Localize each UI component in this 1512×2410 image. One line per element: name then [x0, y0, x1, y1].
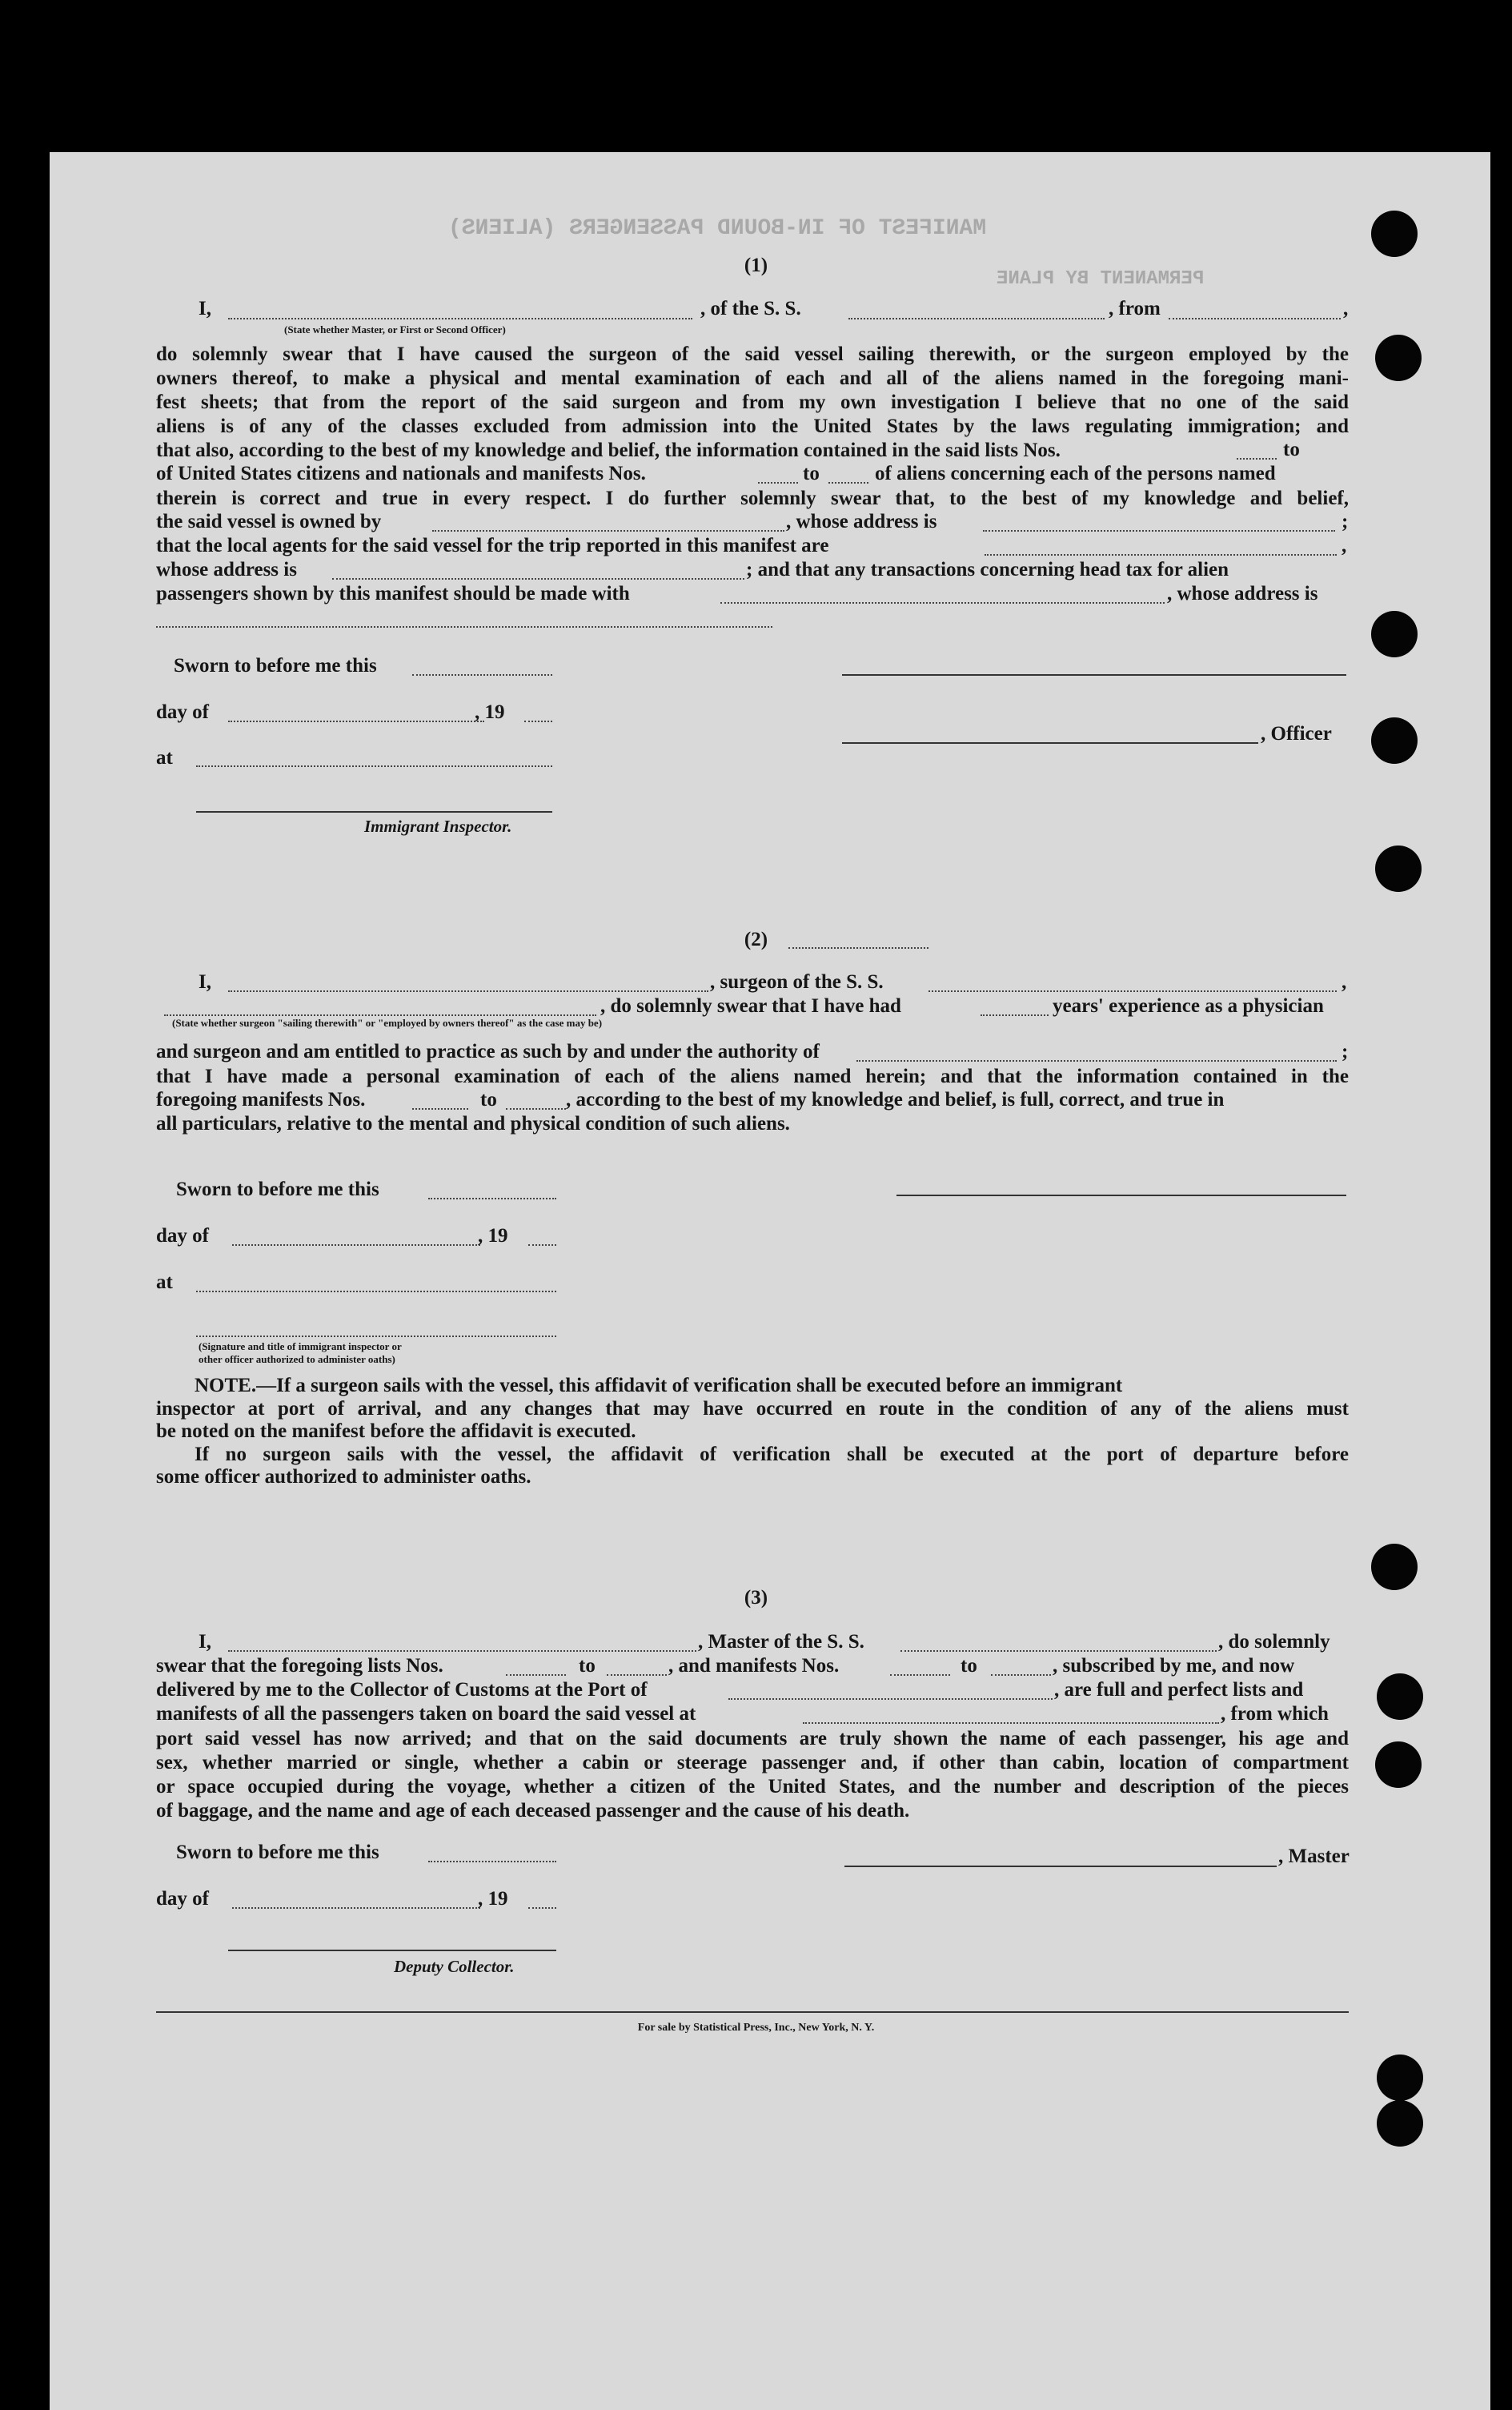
master-name-field[interactable] [228, 1650, 696, 1652]
agents-label: that the local agents for the said vessel for the trip reported in this manifest are [156, 535, 829, 556]
line-end-comma: , [1343, 298, 1349, 319]
year-field[interactable] [524, 721, 552, 722]
deputy-caption: Deputy Collector. [394, 1957, 515, 1976]
oath-i: I, [199, 298, 211, 319]
lists-from-field[interactable] [1237, 458, 1277, 460]
note-line [156, 1374, 1349, 1398]
authority-field[interactable] [856, 1060, 1337, 1062]
departure-port-field[interactable] [1169, 318, 1341, 319]
port-field[interactable] [728, 1698, 1053, 1700]
note-label: NOTE. [195, 1375, 257, 1396]
inspector-signature-line[interactable] [196, 811, 552, 813]
surgeon-manifests-from-field[interactable] [412, 1108, 468, 1110]
section-1-body-line: do solemnly swear that I have caused the surgeon of the said vessel sailing therewith, or the surgeon employed by the [156, 343, 1349, 365]
owned-by-label: the said vessel is owned by [156, 511, 382, 532]
bleed-through-header: MANIFEST OF IN-BOUND PASSENGERS (ALIENS) [448, 216, 987, 241]
punch-hole [1377, 2055, 1423, 2101]
year-label: , 19 [478, 1225, 508, 1247]
signature-caption-1: (Signature and title of immigrant inspector or [199, 1340, 402, 1352]
punch-hole [1371, 1544, 1418, 1590]
officer-name-field[interactable] [228, 318, 692, 319]
year-label: , 19 [475, 701, 505, 723]
day-of-field[interactable] [232, 1907, 480, 1909]
master-lists-from-field[interactable] [506, 1674, 566, 1676]
sworn-date-field[interactable] [428, 1198, 556, 1199]
to-label: to [480, 1089, 497, 1111]
full-perfect-text: , are full and perfect lists and [1054, 1679, 1304, 1701]
from-label: , from [1109, 298, 1161, 319]
section-3-body-line: port said vessel has now arrived; and that on the said documents are truly shown the name of each passenger, his age and [156, 1728, 1349, 1749]
punch-hole [1371, 611, 1418, 657]
manifests-text: of United States citizens and nationals and manifests Nos. [156, 463, 646, 484]
manifests-from-field[interactable] [758, 482, 798, 484]
head-tax-party-field[interactable] [720, 602, 1165, 604]
of-the-ss-label: , of the S. S. [700, 298, 801, 319]
master-manifests-from-field[interactable] [890, 1674, 950, 1676]
surgeon-of-label: , surgeon of the S. S. [710, 971, 884, 993]
to-label: to [803, 463, 820, 484]
section-3-body-line: or space occupied during the voyage, whether a citizen of the United States, and the number and description of the pieces [156, 1776, 1349, 1797]
swear-lists-text: swear that the foregoing lists Nos. [156, 1655, 443, 1677]
year-label: , 19 [478, 1888, 508, 1910]
note-line: inspector at port of arrival, and any changes that may have occurred en route in the condition of any of the aliens must [156, 1398, 1349, 1420]
section-1-body-line [156, 439, 1349, 463]
section-1-body-line: fest sheets; that from the report of the said surgeon and from my own investigation I believe that no one of the said [156, 392, 1349, 413]
head-tax-text: ; and that any transactions concerning head tax for alien [746, 559, 1229, 580]
surgeon-name-field[interactable] [228, 990, 708, 992]
entitled-text: and surgeon and am entitled to practice as such by and under the authority of [156, 1041, 820, 1062]
section-1-body-line: owners thereof, to make a physical and mental examination of each and all of the aliens named in the foregoing mani- [156, 368, 1349, 389]
inspector-signature-line[interactable] [196, 1336, 556, 1337]
sworn-label: Sworn to before me this [176, 1842, 379, 1863]
master-label: , Master [1278, 1846, 1350, 1867]
note-line: If no surgeon sails with the vessel, the affidavit of verification shall be executed at the port of departure before [195, 1444, 1349, 1465]
semicolon: ; [1342, 1041, 1349, 1062]
master-manifests-to-field[interactable] [991, 1674, 1051, 1676]
punch-hole [1377, 2100, 1423, 2147]
surgeon-signature-line[interactable] [896, 1195, 1346, 1196]
owner-address-field[interactable] [983, 530, 1335, 532]
at-label: at [156, 1271, 173, 1293]
years-text: years' experience as a physician [1053, 995, 1324, 1017]
signature-caption-2: other officer authorized to administer oaths) [199, 1353, 395, 1365]
officer-title-line[interactable] [842, 742, 1258, 744]
owner-field[interactable] [432, 530, 784, 532]
officer-signature-line[interactable] [842, 674, 1346, 676]
surgeon-manifests-to-field[interactable] [506, 1108, 566, 1110]
vessel-name-field[interactable] [848, 318, 1105, 319]
year-field[interactable] [528, 1244, 556, 1246]
surgeon-caption: (State whether surgeon "sailing therewith" or "employed by owners thereof" as the case may be) [172, 1017, 603, 1029]
punch-hole [1375, 846, 1422, 892]
oath-i: I, [199, 1631, 211, 1653]
punch-hole [1371, 211, 1418, 257]
sworn-label: Sworn to before me this [174, 655, 377, 677]
to-label: to [579, 1655, 596, 1677]
agents-field[interactable] [985, 554, 1337, 556]
day-of-label: day of [156, 701, 209, 723]
day-of-field[interactable] [232, 1244, 480, 1246]
bleed-through-subheader: PERMANENT BY PLANE [997, 268, 1205, 290]
whose-address-label: , whose address is [1167, 583, 1318, 605]
particulars-text: all particulars, relative to the mental and physical condition of such aliens. [156, 1113, 790, 1135]
year-field[interactable] [528, 1907, 556, 1909]
footer-rule [156, 2011, 1349, 2013]
day-of-label: day of [156, 1225, 209, 1247]
swear-text: , do solemnly swear that I have had [600, 995, 901, 1017]
oath-i: I, [199, 971, 211, 993]
master-of-label: , Master of the S. S. [698, 1631, 864, 1653]
whose-address-label: whose address is [156, 559, 297, 580]
officer-label: , Officer [1261, 723, 1332, 745]
at-field[interactable] [196, 1291, 556, 1292]
section-1-body-line: aliens is of any of the classes excluded from admission into the United States by the laws regulating immigration; and [156, 416, 1349, 437]
section-2-body-line: that I have made a personal examination of each of the aliens named herein; and that the information contained in the [156, 1066, 1349, 1087]
master-lists-to-field[interactable] [607, 1674, 667, 1676]
officer-caption: (State whether Master, or First or Second Officer) [284, 323, 506, 335]
belief-text: , according to the best of my knowledge and belief, is full, correct, and true in [566, 1089, 1225, 1111]
note-text: —If a surgeon sails with the vessel, this affidavit of verification shall be executed before an immigrant [256, 1375, 1123, 1396]
at-label: at [156, 747, 173, 769]
sworn-date-field[interactable] [428, 1861, 556, 1862]
inspector-caption: Immigrant Inspector. [364, 817, 512, 836]
surgeon-vessel-field[interactable] [928, 990, 1337, 992]
from-which-text: , from which [1221, 1703, 1329, 1725]
and-manifests-text: , and manifests Nos. [668, 1655, 840, 1677]
note-line: be noted on the manifest before the affidavit is executed. [156, 1420, 636, 1442]
years-field[interactable] [981, 1014, 1049, 1016]
section-1-body-line: therein is correct and true in every respect. I do further solemnly swear that, to the best of my knowledge and belief, [156, 488, 1349, 509]
punch-hole [1377, 1673, 1423, 1720]
agents-address-field[interactable] [332, 578, 744, 580]
master-signature-line[interactable] [844, 1866, 1277, 1867]
decorative-dots [788, 947, 928, 949]
section-3-body-line: of baggage, and the name and age of each deceased passenger and the cause of his death. [156, 1800, 910, 1822]
embarkation-port-field[interactable] [803, 1722, 1219, 1724]
line-end-comma: , [1342, 971, 1347, 993]
foregoing-text: foregoing manifests Nos. [156, 1089, 366, 1111]
sworn-date-field[interactable] [412, 674, 552, 676]
sworn-label: Sworn to before me this [176, 1179, 379, 1200]
section-3-body-line: sex, whether married or single, whether a cabin or steerage passenger and, if other than cabin, location of compartment [156, 1752, 1349, 1773]
do-solemnly-text: , do solemnly [1218, 1631, 1330, 1653]
printer-imprint: For sale by Statistical Press, Inc., New York, N. Y. [637, 2022, 875, 2034]
to-label: to [961, 1655, 977, 1677]
punch-hole [1371, 717, 1418, 764]
manifests-of-text: manifests of all the passengers taken on board the said vessel at [156, 1703, 696, 1725]
punch-hole [1375, 335, 1422, 381]
deputy-signature-line[interactable] [228, 1950, 556, 1951]
made-with-label: passengers shown by this manifest should be made with [156, 583, 630, 605]
day-of-field[interactable] [228, 721, 484, 722]
note-line: some officer authorized to administer oaths. [156, 1466, 531, 1488]
whose-address-label: , whose address is [786, 511, 937, 532]
line-end-comma: , [1342, 535, 1347, 556]
day-of-label: day of [156, 1888, 209, 1910]
manifests-to-field[interactable] [828, 482, 868, 484]
delivered-text: delivered by me to the Collector of Customs at the Port of [156, 1679, 648, 1701]
semicolon: ; [1342, 511, 1349, 532]
master-vessel-field[interactable] [900, 1650, 1217, 1652]
of-aliens-text: of aliens concerning each of the persons named [875, 463, 1276, 484]
lists-text: that also, according to the best of my knowledge and belief, the information contained in the said lists Nos. [156, 440, 1061, 461]
section-1-number: (1) [744, 255, 768, 276]
surgeon-status-field[interactable] [164, 1014, 596, 1016]
section-2-number: (2) [744, 929, 768, 950]
to-label: to [1283, 439, 1300, 460]
section-3-number: (3) [744, 1587, 768, 1609]
head-tax-address-field[interactable] [156, 626, 772, 628]
at-field[interactable] [196, 765, 552, 767]
subscribed-text: , subscribed by me, and now [1053, 1655, 1295, 1677]
punch-hole [1375, 1741, 1422, 1788]
